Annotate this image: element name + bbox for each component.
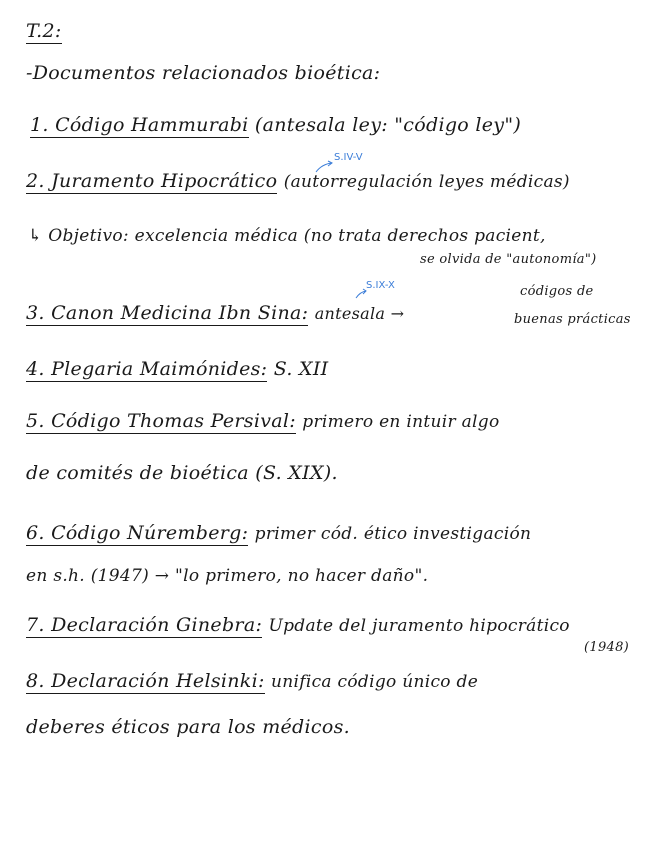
item-text: Update del juramento hipocrático (268, 616, 570, 636)
item-8 (26, 670, 478, 692)
item-3 (26, 302, 404, 324)
section-heading: -Documentos relacionados bioética: (26, 62, 381, 84)
item-sub-cont: se olvida de "autonomía") (420, 252, 597, 267)
item-label: 5. Código Thomas Persival: (26, 410, 296, 432)
item-text: primer cód. ético investigación (254, 524, 532, 544)
item-sub: ↳ Objetivo: excelencia médica (no trata derechos pacient, (28, 226, 546, 246)
item-4 (26, 358, 329, 380)
item-cont: en s.h. (1947) → "lo primero, no hacer daño". (26, 566, 429, 586)
item-text: primero en intuir algo (302, 412, 500, 432)
note-arrow-icon (314, 160, 334, 174)
item-label: 2. Juramento Hipocrático (26, 170, 278, 192)
item-cont: de comités de bioética (S. XIX). (26, 462, 338, 484)
item-side-1: códigos de (520, 284, 594, 299)
item-text: (antesala ley: "código ley") (254, 114, 522, 136)
item-text: antesala → (314, 304, 405, 323)
item-2 (26, 170, 570, 192)
note-arrow-icon (354, 288, 368, 300)
item-cont: deberes éticos para los médicos. (26, 716, 350, 738)
item-7 (26, 614, 570, 636)
item-6 (26, 522, 531, 544)
item-year: (1948) (584, 640, 630, 655)
item-side-2: buenas prácticas (514, 312, 631, 327)
item-label: 6. Código Núremberg: (26, 522, 249, 544)
item-label: 8. Declaración Helsinki: (26, 670, 265, 692)
item-text: (autorregulación leyes médicas) (283, 172, 570, 192)
item-note: S.IV-V (334, 152, 363, 163)
page-title: T.2: (26, 20, 62, 42)
item-text: unifica código único de (271, 672, 479, 692)
item-label: 4. Plegaria Maimónides: (26, 358, 268, 380)
item-1 (30, 114, 521, 136)
item-label: 1. Código Hammurabi (30, 114, 249, 136)
item-5 (26, 410, 500, 432)
item-note: S.IX-X (366, 280, 395, 291)
item-text: S. XII (273, 358, 329, 380)
item-label: 7. Declaración Ginebra: (26, 614, 263, 636)
item-label: 3. Canon Medicina Ibn Sina: (26, 302, 309, 324)
